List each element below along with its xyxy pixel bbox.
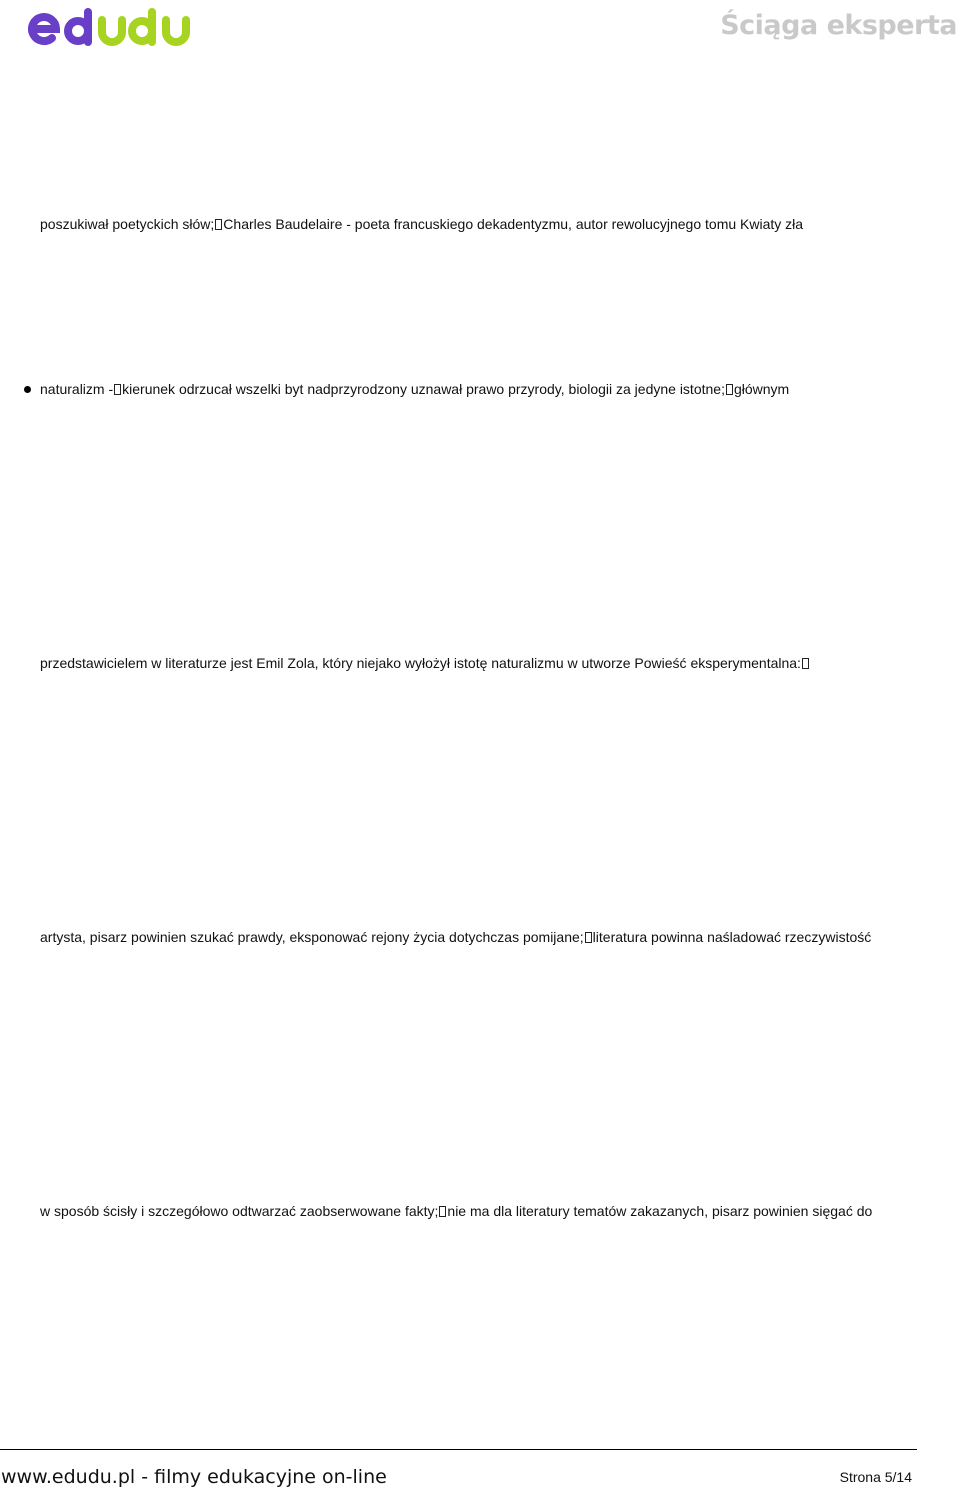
text-segment: artysta, pisarz powinien szukać prawdy, eksponować rejony życia dotychczas pomijane; [40,929,584,945]
text-segment: nie ma dla literatury tematów zakazanych, pisarz powinien sięgać do [447,1203,873,1219]
text-segment: poszukiwał poetyckich słów; [40,216,215,232]
text-segment: w sposób ścisły i szczegółowo odtwarzać zaobserwowane fakty; [40,1203,439,1219]
missing-glyph-icon [802,658,809,669]
page-header [0,0,960,60]
text-line-5 [40,1202,872,1220]
footer-divider [0,1449,917,1450]
text-line-2 [40,380,789,398]
tagline: Ściąga eksperta [720,10,957,41]
text-segment: przedstawicielem w literaturze jest Emil Zola, który niejako wyłożył istotę naturalizmu w utworze Powieść eksperymentalna: [40,655,801,671]
text-segment: głównym [733,381,790,397]
text-line-1 [40,215,803,233]
bullet-icon [24,386,31,393]
text-segment: Charles Baudelaire - poeta francuskiego dekadentyzmu, autor rewolucyjnego tomu Kwiaty zła [223,216,804,232]
text-line-3 [40,654,810,672]
missing-glyph-icon [114,384,121,395]
text-segment: literatura powinna naśladować rzeczywistość [592,929,872,945]
text-line-4 [40,928,871,946]
page-number: Strona 5/14 [839,1469,912,1485]
footer-site-link[interactable]: www.edudu.pl - filmy edukacyjne on-line [1,1466,387,1488]
text-segment: naturalizm - [40,381,114,397]
missing-glyph-icon [585,932,592,943]
missing-glyph-icon [726,384,733,395]
text-segment: kierunek odrzucał wszelki byt nadprzyrodzony uznawał prawo przyrody, biologii za jedyne istotne; [122,381,725,397]
missing-glyph-icon [439,1206,446,1217]
missing-glyph-icon [215,219,222,230]
edudu-logo [28,6,190,50]
